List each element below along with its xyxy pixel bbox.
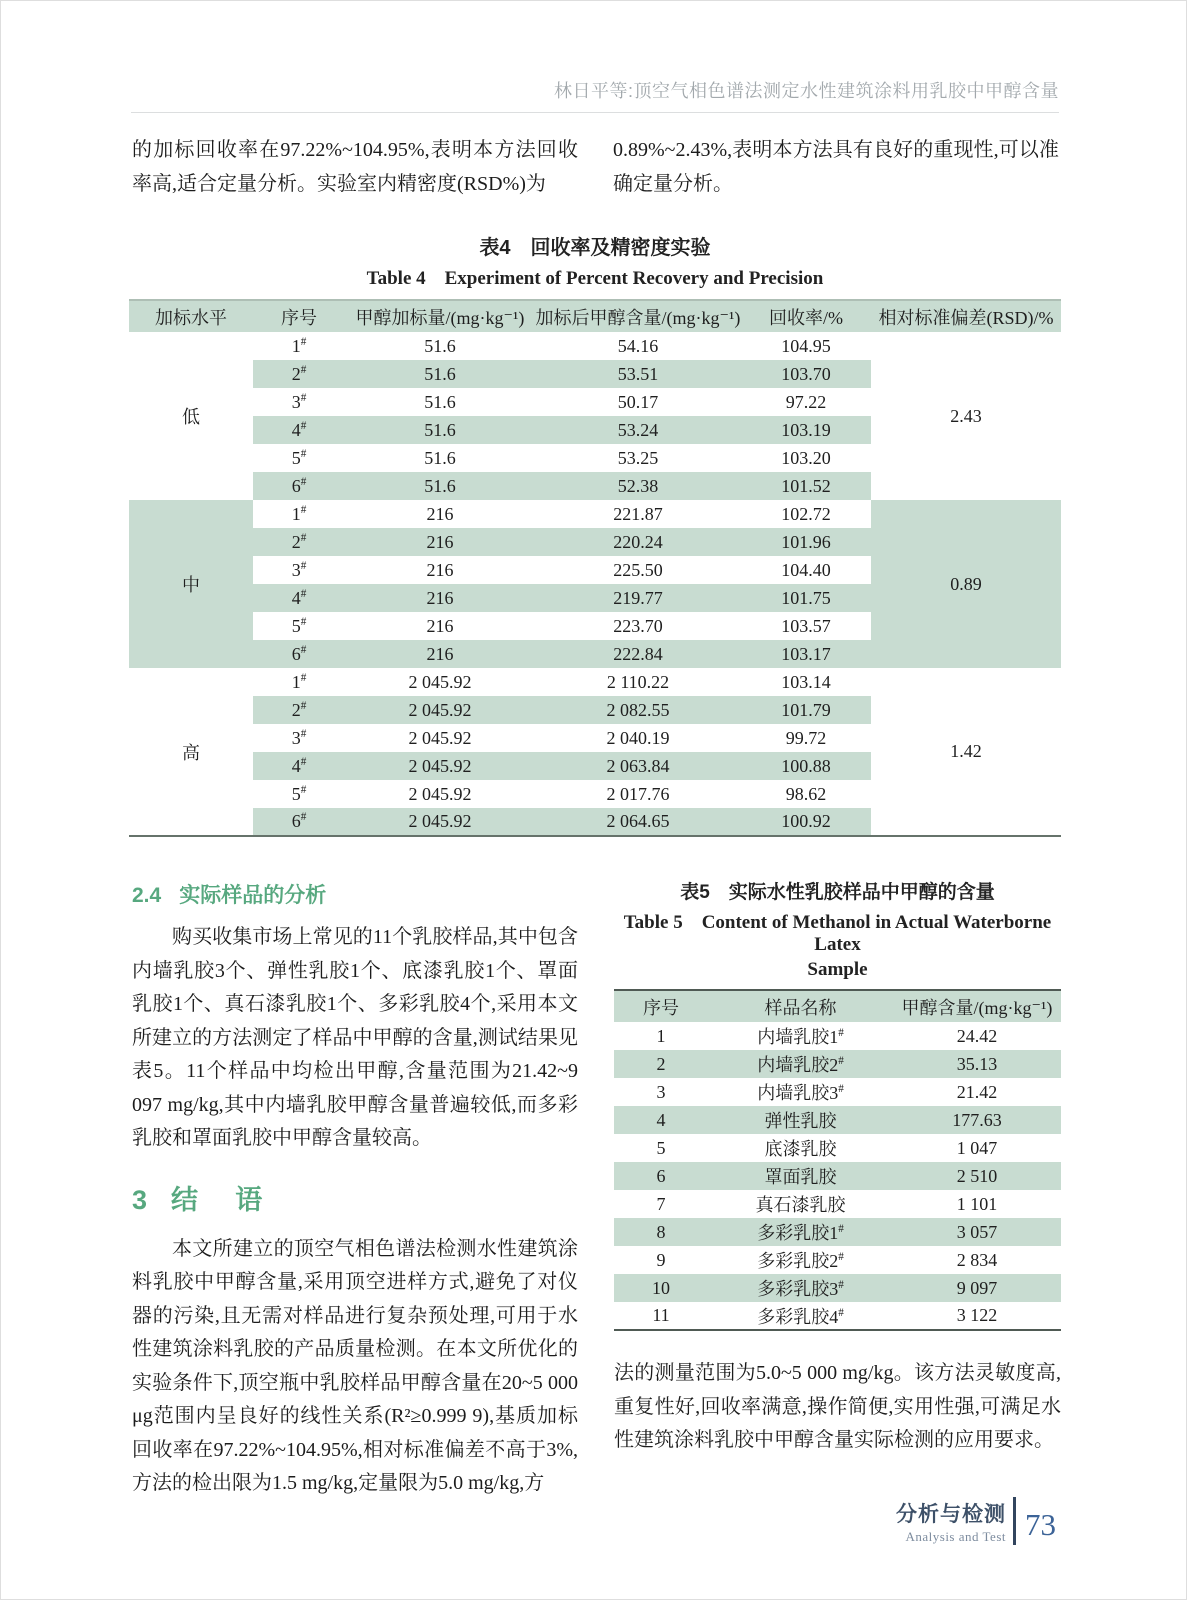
table5-header [614, 990, 1061, 1022]
table4-cell: 2 045.92 [408, 783, 472, 804]
table4-body [129, 332, 1061, 836]
table5-body [614, 1022, 1061, 1330]
table5-cell: 11 [652, 1305, 670, 1325]
table4-cell: 54.16 [617, 335, 659, 356]
table5-cell: 内墙乳胶1# [757, 1027, 844, 1047]
table4-cell: 3# [291, 727, 307, 748]
hash-superscript: # [300, 363, 307, 376]
table4-row [129, 668, 1061, 696]
table4-cell: 6# [253, 808, 345, 836]
table5-cell: 底漆乳胶 [764, 1139, 837, 1159]
table4-cell: 2 017.76 [606, 783, 670, 804]
table4-cell: 103.14 [781, 671, 831, 692]
table5-cell: 多彩乳胶4# [757, 1306, 844, 1327]
table4-col-header: 序号 [253, 300, 345, 332]
table4-cell: 53.25 [617, 447, 659, 468]
table5-title-en-line2: Sample [807, 959, 868, 980]
hash-superscript: # [300, 475, 307, 488]
table5-row [614, 1134, 1061, 1162]
table4-cell: 5# [291, 447, 307, 468]
table4-header-row [129, 300, 1061, 332]
table5-row [614, 1246, 1061, 1274]
table4-cell: 2 045.92 [345, 696, 535, 724]
table5-cell: 3 [656, 1081, 666, 1102]
table4-cell: 3# [291, 391, 307, 412]
section-3-paragraph: 本文所建立的顶空气相色谱法检测水性建筑涂料乳胶中甲醇含量,采用顶空进样方式,避免了对仪器的污染,且无需对样品进行复杂预处理,可用于水性建筑涂料乳胶的产品质量检测。在本文所优化的实验条件下,顶空瓶中乳胶样品甲醇含量在20~5 000 μg范围内呈良好的线性关系(R²≥0.999 9),基质加标回收率在97.22%~104.95%,相对标准偏差不高于3%,方法的检出限为1.5 mg/kg,定量限为5.0 mg/kg,方 [132, 1237, 578, 1494]
table4-cell: 103.57 [781, 615, 831, 636]
table5-col-header: 序号 [614, 990, 708, 1022]
table4-cell: 6# [253, 640, 345, 668]
table5-cell: 多彩乳胶3# [708, 1274, 893, 1302]
table5-cell: 9 [656, 1249, 666, 1270]
table4-cell: 103.20 [781, 447, 831, 468]
table4-level-cell: 中 [129, 500, 253, 668]
table4-cell: 2 045.92 [345, 752, 535, 780]
table4-cell: 101.75 [741, 584, 871, 612]
table5-cell: 24.42 [956, 1025, 998, 1046]
table4-cell: 2 064.65 [535, 808, 741, 836]
table5-cell: 1 047 [956, 1137, 998, 1158]
hash-superscript: # [300, 643, 307, 656]
table5-row [614, 1078, 1061, 1106]
table4-cell: 1# [291, 503, 307, 524]
table4-cell: 53.51 [535, 360, 741, 388]
closing-paragraph: 法的测量范围为5.0~5 000 mg/kg。该方法灵敏度高,重复性好,回收率满意,操作简便,实用性强,可满足水性建筑涂料乳胶中甲醇含量实际检测的应用要求。 [614, 1362, 1061, 1451]
table4-cell: 103.70 [741, 360, 871, 388]
table5-row [614, 1022, 1061, 1050]
table5-row [614, 1106, 1061, 1134]
table5-cell: 内墙乳胶3# [757, 1083, 844, 1103]
table4-cell: 2 045.92 [345, 808, 535, 836]
intro-paragraph-left: 的加标回收率在97.22%~104.95%,表明本方法回收率高,适合定量分析。实验室内精密度(RSD%)为 [132, 139, 578, 195]
table5-cell: 7 [656, 1193, 666, 1214]
table4-cell: 216 [426, 615, 454, 636]
section-2-4-title: 实际样品的分析 [179, 884, 327, 907]
hash-superscript: # [300, 391, 307, 404]
hash-superscript: # [300, 587, 307, 600]
table5-cell: 2 834 [956, 1249, 998, 1270]
table5-cell: 21.42 [956, 1081, 998, 1102]
table4-rsd-cell: 1.42 [950, 741, 982, 761]
table5-row [614, 1218, 1061, 1246]
table4-cell: 104.95 [781, 335, 831, 356]
table5-cell: 10 [614, 1274, 708, 1302]
table4-title-en: Table 4 Experiment of Percent Recovery and Precision [366, 268, 824, 289]
table4-cell: 220.24 [535, 528, 741, 556]
table4-cell: 216 [426, 559, 454, 580]
table4-cell: 51.6 [345, 360, 535, 388]
table4-cell: 103.19 [741, 416, 871, 444]
hash-superscript: # [300, 615, 307, 628]
table4-cell: 4# [253, 752, 345, 780]
hash-superscript: # [300, 531, 307, 544]
section-2-4-heading [132, 879, 578, 909]
hash-superscript: # [838, 1251, 844, 1263]
footer-section-label [896, 1498, 1006, 1545]
table4-cell: 101.52 [741, 472, 871, 500]
table5-cell: 35.13 [893, 1050, 1061, 1078]
section-3-number: 3 [132, 1184, 148, 1215]
table4-cell: 225.50 [613, 559, 663, 580]
table4-cell: 219.77 [535, 584, 741, 612]
table4-cell: 2 040.19 [606, 727, 670, 748]
table5-cell: 多彩乳胶1# [708, 1218, 893, 1246]
table5-row [614, 1274, 1061, 1302]
table4-title-zh: 表4 回收率及精密度实验 [479, 237, 711, 259]
table4-cell: 216 [426, 503, 454, 524]
table4-cell: 101.96 [741, 528, 871, 556]
table4-cell: 216 [345, 584, 535, 612]
table5-cell: 2 510 [893, 1162, 1061, 1190]
hash-superscript: # [838, 1027, 844, 1039]
table4-cell: 2 082.55 [535, 696, 741, 724]
table4-row [129, 332, 1061, 360]
table4-cell: 103.17 [741, 640, 871, 668]
table4-block [129, 231, 1061, 837]
table5-header-row [614, 990, 1061, 1022]
table4-cell: 2 045.92 [408, 671, 472, 692]
table4-level-cell: 低 [182, 407, 200, 427]
table5-cell: 内墙乳胶2# [708, 1050, 893, 1078]
right-column [614, 877, 1061, 1458]
table4-cell: 52.38 [535, 472, 741, 500]
table4-cell: 50.17 [617, 391, 659, 412]
left-column [132, 879, 578, 1501]
table5-cell: 2 [614, 1050, 708, 1078]
table5-col-header: 甲醇含量/(mg·kg⁻¹) [893, 990, 1061, 1022]
table5-cell: 弹性乳胶 [708, 1106, 893, 1134]
hash-superscript: # [300, 447, 307, 460]
hash-superscript: # [300, 335, 307, 348]
table4-cell: 4# [253, 416, 345, 444]
hash-superscript: # [300, 699, 307, 712]
table4-cell: 53.24 [535, 416, 741, 444]
hash-superscript: # [838, 1055, 844, 1067]
table5-title-en-line1: Table 5 Content of Methanol in Actual Waterborne Latex [623, 912, 1052, 955]
table4-cell: 6# [253, 472, 345, 500]
table4-cell: 99.72 [785, 727, 827, 748]
table4-cell: 51.6 [345, 472, 535, 500]
intro-paragraph-right: 0.89%~2.43%,表明本方法具有良好的重现性,可以准确定量分析。 [613, 139, 1059, 195]
table4-cell: 98.62 [785, 783, 827, 804]
table4-cell: 222.84 [535, 640, 741, 668]
table4-cell: 100.88 [741, 752, 871, 780]
table4-cell: 97.22 [785, 391, 827, 412]
footer-divider-bar [1013, 1497, 1016, 1545]
table5-cell: 真石漆乳胶 [755, 1195, 846, 1215]
table4-cell: 100.92 [741, 808, 871, 836]
table4-col-header: 加标水平 [129, 300, 253, 332]
table4-cell: 3# [291, 559, 307, 580]
hash-superscript: # [838, 1083, 844, 1095]
hash-superscript: # [300, 727, 307, 740]
hash-superscript: # [300, 419, 307, 432]
section-3-title: 结 语 [171, 1184, 278, 1215]
table5-row [614, 1190, 1061, 1218]
hash-superscript: # [300, 671, 307, 684]
table5-cell: 4 [614, 1106, 708, 1134]
table4-rsd-cell: 2.43 [950, 405, 982, 426]
table4-cell: 221.87 [613, 503, 663, 524]
table5-cell: 5 [656, 1137, 666, 1158]
table5-cell: 9 097 [893, 1274, 1061, 1302]
hash-superscript: # [300, 783, 307, 796]
table4-cell: 2 063.84 [535, 752, 741, 780]
table4-row [129, 500, 1061, 528]
table4-cell: 2# [253, 360, 345, 388]
table5-title-zh: 表5 实际水性乳胶样品中甲醇的含量 [680, 882, 995, 903]
hash-superscript: # [300, 755, 307, 768]
hash-superscript: # [300, 503, 307, 516]
table5-cell: 罩面乳胶 [708, 1162, 893, 1190]
table4-cell: 51.6 [424, 391, 456, 412]
table5-cell: 3 057 [893, 1218, 1061, 1246]
table5-row [614, 1162, 1061, 1190]
table4-cell: 2 110.22 [606, 671, 670, 692]
table4-col-header: 甲醇加标量/(mg·kg⁻¹) [345, 300, 535, 332]
table4-level-cell: 高 [182, 742, 200, 763]
hash-superscript: # [300, 811, 307, 823]
footer-section-en: Analysis and Test [905, 1528, 1006, 1544]
table4-cell: 51.6 [424, 335, 456, 356]
table5-cell: 1 [656, 1025, 666, 1046]
table4-cell: 5# [291, 783, 307, 804]
table4-cell: 4# [253, 584, 345, 612]
table5-cell: 1 101 [956, 1193, 998, 1214]
section-3-heading [132, 1178, 578, 1217]
table4-cell: 101.79 [741, 696, 871, 724]
table4 [129, 299, 1061, 837]
table5-cell: 多彩乳胶2# [757, 1251, 844, 1271]
table4-cell: 216 [345, 528, 535, 556]
table5-cell: 6 [614, 1162, 708, 1190]
hash-superscript: # [300, 559, 307, 572]
hash-superscript: # [838, 1223, 844, 1235]
hash-superscript: # [838, 1279, 844, 1291]
table4-col-header: 加标后甲醇含量/(mg·kg⁻¹) [535, 300, 741, 332]
table4-cell: 1# [291, 335, 307, 356]
table4-cell: 102.72 [781, 503, 831, 524]
table4-cell: 51.6 [424, 447, 456, 468]
running-head-title: 林日平等:顶空气相色谱法测定水性建筑涂料用乳胶中甲醇含量 [554, 81, 1059, 101]
table5-cell: 177.63 [893, 1106, 1061, 1134]
table4-cell: 1# [291, 671, 307, 692]
table4-rsd-cell: 0.89 [871, 500, 1061, 668]
table4-cell: 2# [253, 696, 345, 724]
table5 [614, 989, 1061, 1331]
hash-superscript: # [838, 1306, 844, 1319]
table4-cell: 223.70 [613, 615, 663, 636]
table4-cell: 51.6 [345, 416, 535, 444]
page-number: 73 [1025, 1507, 1056, 1542]
table4-cell: 5# [291, 615, 307, 636]
table5-row [614, 1302, 1061, 1330]
table4-cell: 2 045.92 [408, 727, 472, 748]
table4-cell: 216 [345, 640, 535, 668]
table5-cell: 8 [614, 1218, 708, 1246]
table5-row [614, 1050, 1061, 1078]
table4-cell: 104.40 [781, 559, 831, 580]
table4-cell: 2# [253, 528, 345, 556]
section-2-4-paragraph: 购买收集市场上常见的11个乳胶样品,其中包含内墙乳胶3个、弹性乳胶1个、底漆乳胶1个、罩面乳胶1个、真石漆乳胶1个、多彩乳胶4个,采用本文所建立的方法测定了样品中甲醇的含量,测试结果见表5。11个样品中均检出甲醇,含量范围为21.42~9 097 mg/kg,其中内墙乳胶甲醇含量普遍较低,而多彩乳胶和罩面乳胶中甲醇含量较高。 [132, 926, 578, 1149]
running-head [131, 77, 1059, 113]
table4-col-header: 相对标准偏差(RSD)/% [871, 300, 1061, 332]
table4-header [129, 300, 1061, 332]
table4-col-header: 回收率/% [741, 300, 871, 332]
section-2-4-number: 2.4 [132, 884, 162, 907]
table5-cell: 3 122 [956, 1305, 998, 1325]
footer [896, 1497, 1056, 1545]
footer-section-zh: 分析与检测 [896, 1502, 1006, 1526]
table5-col-header: 样品名称 [708, 990, 893, 1022]
